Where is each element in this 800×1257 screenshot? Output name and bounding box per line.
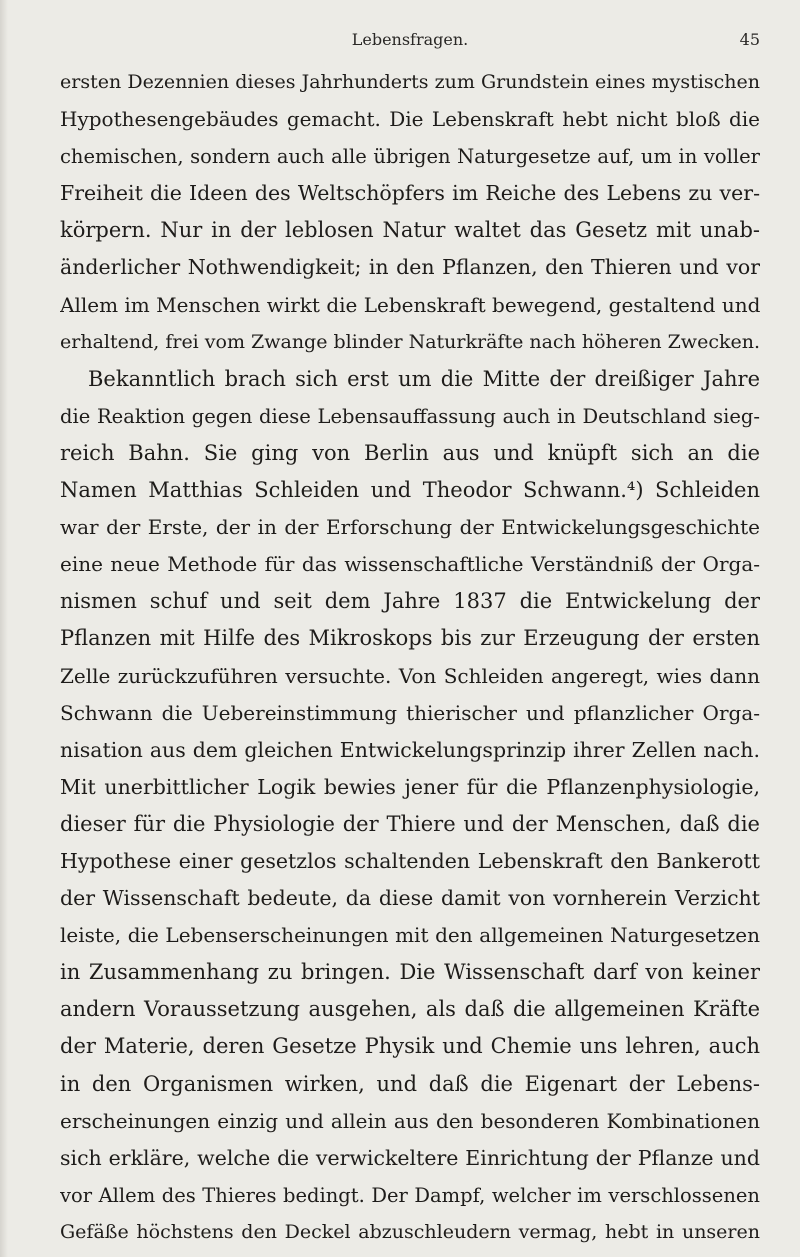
- text-line: sich erkläre, welche die verwickeltere Einrichtung der Pflanze und: [60, 1145, 760, 1170]
- text-line: der Wissenschaft bedeute, da diese damit von vornherein Verzicht: [60, 886, 760, 911]
- text-line: dieser für die Physiologie der Thiere und der Menschen, daß die: [60, 811, 760, 836]
- running-head: [60, 26, 760, 52]
- body-text: [60, 64, 760, 1251]
- text-line: Namen Matthias Schleiden und Theodor Schwann.⁴) Schleiden: [60, 478, 760, 503]
- page-number: 45: [739, 30, 760, 49]
- text-line: Hypothesengebäudes gemacht. Die Lebenskraft hebt nicht bloß die: [60, 107, 760, 132]
- text-line: Freiheit die Ideen des Weltschöpfers im Reiche des Lebens zu ver-: [60, 181, 760, 206]
- text-line: der Materie, deren Gesetze Physik und Chemie uns lehren, auch: [60, 1034, 760, 1059]
- text-line: Bekanntlich brach sich erst um die Mitte der dreißiger Jahre: [88, 366, 760, 391]
- text-line: leiste, die Lebenserscheinungen mit den allgemeinen Naturgesetzen: [60, 923, 760, 948]
- text-line: andern Voraussetzung ausgehen, als daß die allgemeinen Kräfte: [60, 997, 760, 1022]
- text-line: Zelle zurückzuführen versuchte. Von Schleiden angeregt, wies dann: [60, 663, 760, 688]
- text-line: Schwann die Uebereinstimmung thierischer und pflanzlicher Orga-: [60, 700, 760, 725]
- text-line: Hypothese einer gesetzlos schaltenden Lebenskraft den Bankerott: [60, 848, 760, 873]
- text-line: vor Allem des Thieres bedingt. Der Dampf, welcher im verschlossenen: [60, 1183, 760, 1207]
- text-line: reich Bahn. Sie ging von Berlin aus und knüpft sich an die: [60, 440, 760, 465]
- text-line: war der Erste, der in der Erforschung der Entwickelungsgeschichte: [60, 515, 760, 540]
- text-line: änderlicher Nothwendigkeit; in den Pflanzen, den Thieren und vor: [60, 255, 760, 280]
- text-line: Allem im Menschen wirkt die Lebenskraft bewegend, gestaltend und: [60, 292, 760, 317]
- text-line: ersten Dezennien dieses Jahrhunderts zum Grundstein eines mystischen: [60, 71, 760, 93]
- text-line: in den Organismen wirken, und daß die Eigenart der Lebens-: [60, 1071, 760, 1096]
- page-gutter-shadow: [0, 0, 8, 1257]
- text-line: Mit unerbittlicher Logik bewies jener für die Pflanzenphysiologie,: [60, 774, 760, 799]
- text-line: erhaltend, frei vom Zwange blinder Naturkräfte nach höheren Zwecken.: [60, 330, 760, 353]
- text-line: in Zusammenhang zu bringen. Die Wissenschaft darf von keiner: [60, 960, 760, 985]
- text-line: körpern. Nur in der leblosen Natur waltet das Gesetz mit unab-: [60, 218, 760, 243]
- text-line: nisation aus dem gleichen Entwickelungsprinzip ihrer Zellen nach.: [60, 737, 760, 762]
- text-line: die Reaktion gegen diese Lebensauffassung auch in Deutschland sieg-: [60, 404, 760, 428]
- running-title: Lebensfragen.: [351, 30, 469, 49]
- text-line: Pflanzen mit Hilfe des Mikroskops bis zur Erzeugung der ersten: [60, 626, 760, 651]
- text-line: Gefäße höchstens den Deckel abzuschleudern vermag, hebt in unseren: [60, 1220, 760, 1243]
- text-line: chemischen, sondern auch alle übrigen Naturgesetze auf, um in voller: [60, 145, 760, 169]
- text-line: eine neue Methode für das wissenschaftliche Verständniß der Orga-: [60, 552, 760, 577]
- text-line: nismen schuf und seit dem Jahre 1837 die Entwickelung der: [60, 589, 760, 614]
- text-line: erscheinungen einzig und allein aus den besonderen Kombinationen: [60, 1108, 760, 1133]
